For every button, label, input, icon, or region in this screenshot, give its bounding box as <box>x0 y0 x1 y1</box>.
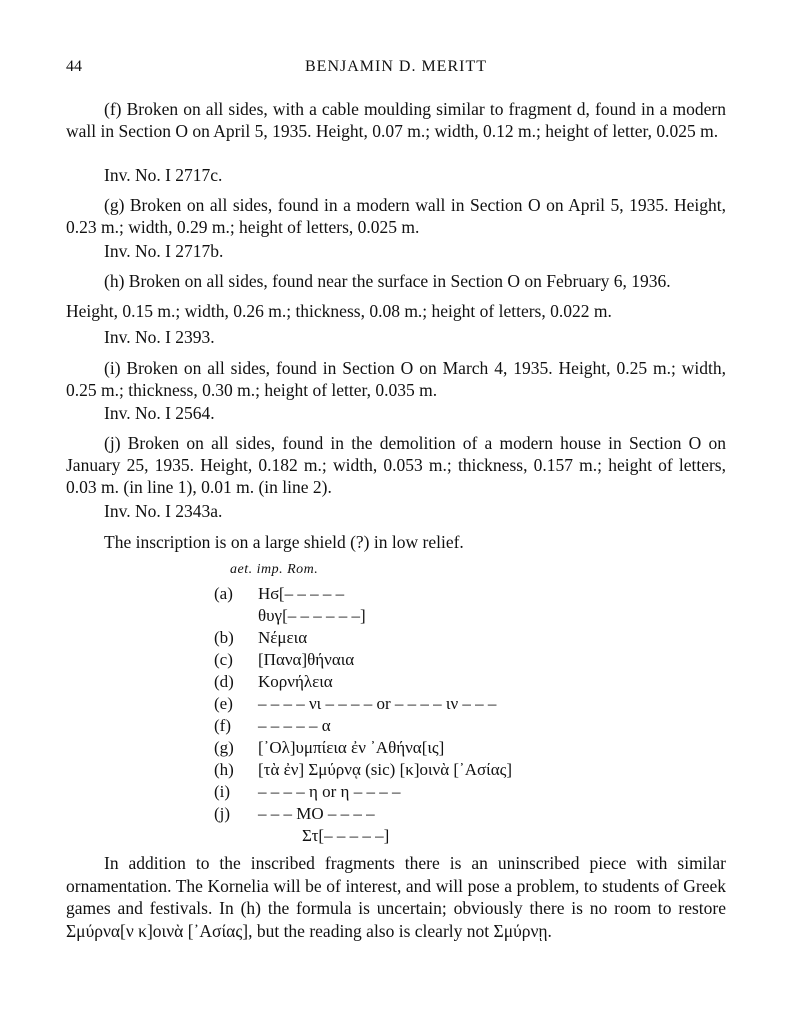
inscription-line-text: [Πανα]θήναια <box>258 650 355 669</box>
fragment-f-description: (f) Broken on all sides, with a cable moulding similar to fragment d, found in a modern wall in Section O on April 5, 1935. Height, 0.07 m.; width, 0.12 m.; height of letter, 0.025 m. <box>66 99 726 141</box>
fragment-i-description: (i) Broken on all sides, found in Section O on March 4, 1935. Height, 0.25 m.; width, 0.25 m.; thickness, 0.30 m.; height of letter, 0.035 m. <box>66 358 726 400</box>
fragment-j-inventory-block <box>66 500 726 522</box>
running-head: BENJAMIN D. MERITT <box>305 58 487 75</box>
inscription-line-label: (a) <box>214 584 233 603</box>
inscription-line-text: θυγ[– – – – – –] <box>258 606 366 625</box>
fragment-f-inventory: Inv. No. I 2717c. <box>104 165 223 185</box>
inscription-line-text: – – – ΜΟ – – – – <box>258 804 375 823</box>
inscription-line-label: (c) <box>214 650 233 669</box>
fragment-h-description-line2: Height, 0.15 m.; width, 0.26 m.; thickness, 0.08 m.; height of letters, 0.022 m. <box>66 301 612 321</box>
fragment-h-paragraph <box>66 270 726 292</box>
inscription-line-label: (d) <box>214 672 234 691</box>
inscription-line-label: (j) <box>214 804 231 823</box>
fragment-f-inventory-block <box>66 164 726 186</box>
inscription-line <box>214 738 654 760</box>
fragment-i-inventory-block <box>66 402 726 424</box>
fragment-h-description-line1: (h) Broken on all sides, found near the surface in Section O on February 6, 1936. <box>104 271 671 291</box>
inscription-line <box>214 628 654 650</box>
inscription-line <box>214 650 654 672</box>
inscription-line <box>214 716 654 738</box>
inscription-line-text: [τὰ ἐν] Σμύρνᾳ (sic) [κ]οινὰ [᾿Ασίας] <box>258 760 513 779</box>
page-number: 44 <box>66 58 82 75</box>
fragment-h-paragraph-cont <box>66 300 726 322</box>
shield-note: The inscription is on a large shield (?) in low relief. <box>104 532 464 552</box>
inscription-line <box>214 606 654 628</box>
inscription-line <box>214 672 654 694</box>
inscription-line <box>214 804 654 826</box>
closing-paragraph-block <box>66 852 726 942</box>
fragment-g-inventory: Inv. No. I 2717b. <box>104 241 224 261</box>
inscription-line <box>214 782 654 804</box>
closing-paragraph: In addition to the inscribed fragments there is an uninscribed piece with similar ornamentation. The Kornelia will be of interest, and will pose a problem, to students of Greek games and festivals. In (h) the formula is uncertain; obviously there is no room to restore Σμύρνα[ν κ]οινὰ [᾿Ασίας], but the reading also is clearly not Σμύρνῃ. <box>66 853 726 941</box>
fragment-h-inventory-block <box>66 326 726 348</box>
fragment-g-description: (g) Broken on all sides, found in a modern wall in Section O on April 5, 1935. Height, 0.23 m.; width, 0.29 m.; height of letters, 0.025 m. <box>66 195 726 237</box>
fragment-j-description: (j) Broken on all sides, found in the demolition of a modern house in Section O on January 25, 1935. Height, 0.182 m.; width, 0.053 m.; thickness, 0.157 m.; height of letters, 0.03 m. (in line 1), 0.01 m. (in line 2). <box>66 433 726 497</box>
inscription-line-text: – – – – – α <box>258 716 331 735</box>
inscription-line <box>214 694 654 716</box>
inscription-line-text: [᾿Ολ]υμπίεια ἐν ᾿Αθήνα[ις] <box>258 738 445 757</box>
inscription-line-label: (b) <box>214 628 234 647</box>
inscription-line <box>214 584 654 606</box>
inscription-line-text: Κορνήλεια <box>258 672 333 691</box>
inscription-line <box>214 826 654 848</box>
fragment-j-paragraph <box>66 432 726 498</box>
fragment-g-inventory-block <box>66 240 726 262</box>
inscription-line-label: (h) <box>214 760 234 779</box>
fragment-i-paragraph <box>66 357 726 401</box>
shield-note-block <box>66 531 726 553</box>
inscription-line-label: (g) <box>214 738 234 757</box>
fragment-h-inventory: Inv. No. I 2393. <box>104 327 215 347</box>
inscription-caption: aet. imp. Rom. <box>230 562 319 577</box>
inscription-line-label: (e) <box>214 694 233 713</box>
inscription-line <box>214 760 654 782</box>
fragment-i-inventory: Inv. No. I 2564. <box>104 403 215 423</box>
inscription-line-label: (i) <box>214 782 231 801</box>
fragment-j-inventory: Inv. No. I 2343a. <box>104 501 223 521</box>
inscription-line-text: Νέμεια <box>258 628 308 647</box>
page-header <box>66 58 726 82</box>
fragment-f-paragraph <box>66 98 726 142</box>
inscription-line-text: – – – – νι – – – – or – – – – ιν – – – <box>258 694 497 713</box>
fragment-g-paragraph <box>66 194 726 238</box>
inscription-line-label: (f) <box>214 716 231 735</box>
inscription-line-text: Στ[– – – – –] <box>302 826 390 845</box>
inscription-line-text: – – – – η or η – – – – <box>258 782 401 801</box>
inscription-line-text: Ηϭ[– – – – – <box>258 584 345 603</box>
